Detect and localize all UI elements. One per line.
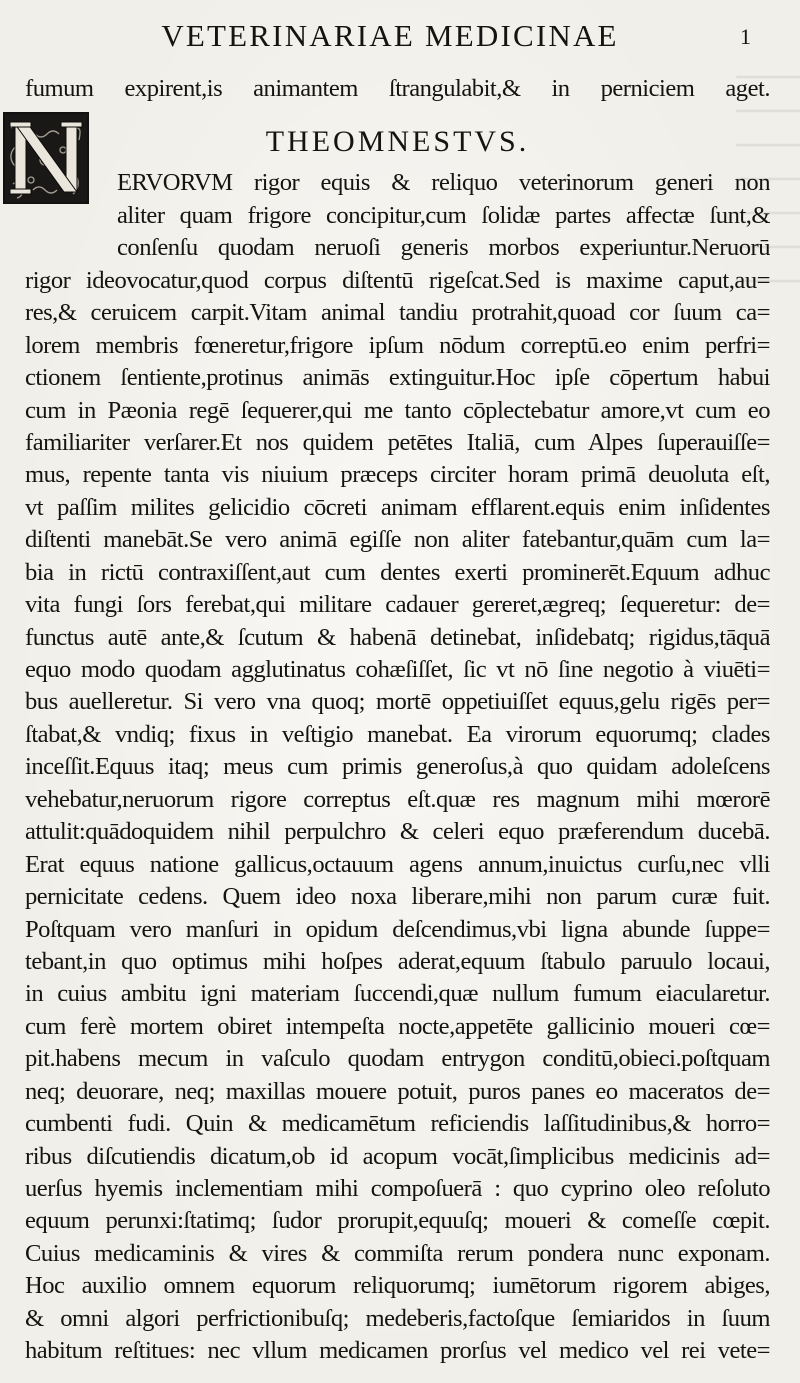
running-head-text: VETERINARIAE MEDICINAE bbox=[161, 18, 619, 53]
text-line: aliter quam frigore concipitur,cum ſolidæ partes affectæ ſunt,& bbox=[117, 201, 770, 229]
text-line: Poſtquam vero manſuri in opidum deſcendimus,vbi ligna abunde ſuppe= bbox=[25, 915, 770, 943]
text-line: functus autē ante,& ſcutum & habenā detinebat, inſidebatq; rigidus,tāquā bbox=[25, 623, 770, 651]
text-line: conſenſu quodam neruoſi generis morbos experiuntur.Neruorū bbox=[117, 234, 770, 262]
text-line: lorem membris fœneretur,frigore ipſum nōdum correptū.eo enim perfri= bbox=[25, 331, 770, 359]
text-line: Hoc auxilio omnem equorum reliquorumq; iumētorum rigorem abiges, bbox=[25, 1272, 770, 1300]
text-line: attulit:quādoquidem nihil perpulchro & celeri equo præferendum ducebā. bbox=[25, 818, 770, 846]
body-text bbox=[25, 73, 770, 1368]
text-line: vita fungi ſors ferebat,qui militare cadauer gereret,ægreq; ſequeretur: de= bbox=[25, 591, 770, 619]
text-line: neq; deuorare, neq; maxillas mouere potuit, puros panes eo maceratos de= bbox=[25, 1077, 770, 1105]
text-line: uerſus hyemis inclementiam mihi compoſuerā : quo cyprino oleo reſoluto bbox=[25, 1175, 770, 1202]
text-line: rigor ideovocatur,quod corpus diſtentū rigeſcat.Sed is maxime caput,au= bbox=[25, 266, 770, 294]
text-line: ſtabat,& vndiq; fixus in veſtigio manebat. Ea virorum equorumq; clades bbox=[25, 720, 770, 748]
text-line: familiariter verſarer.Et nos quidem petētes Italiā, cum Alpes ſuperauiſſe= bbox=[25, 428, 770, 456]
page-number: 1 bbox=[740, 24, 752, 49]
text-line: mus, repente tanta vis niuium præceps circiter horam primā deuoluta eſt, bbox=[25, 461, 770, 489]
text-line: & omni algori perfrictionibuſq; medeberis,factoſque ſemiaridos in ſuum bbox=[25, 1304, 770, 1332]
text-line: cum in Pæonia regē ſequerer,qui me tanto cōplectebatur amore,vt cum eo bbox=[25, 396, 770, 424]
text-line: bus auelleretur. Si vero vna quoq; mortē oppetiuiſſet equus,gelu rigēs per= bbox=[25, 688, 770, 716]
text-line: ribus diſcutiendis dicatum,ob id acopum vocāt,ſimplicibus medicinis ad= bbox=[25, 1142, 770, 1170]
text-line: Cuius medicaminis & vires & commiſta rerum pondera nunc exponam. bbox=[25, 1239, 770, 1267]
running-head bbox=[0, 18, 800, 54]
text-line: pit.habens mecum in vaſculo quodam entrygon conditū,obieci.poſtquam bbox=[25, 1045, 770, 1073]
text-line: habitum reſtitues: nec vllum medicamen prorſus vel medico vel rei vete= bbox=[25, 1337, 770, 1365]
text-line: diſtenti manebāt.Se vero animā egiſſe non aliter fatebantur,quām cum la= bbox=[25, 526, 770, 554]
text-line: res,& ceruicem carpit.Vitam animal tandiu protrahit,quoad cor ſuum ca= bbox=[25, 299, 770, 327]
text-line: vt paſſim milites gelicidio cōcreti animam efflarent.equis enim inſidentes bbox=[25, 493, 770, 521]
text-line: cum ferè mortem obiret intempeſta nocte,appetēte gallicinio moueri cœ= bbox=[25, 1012, 770, 1040]
text-line: cumbenti fudi. Quin & medicamētum reficiendis laſſitudinibus,& horro= bbox=[25, 1110, 770, 1138]
text-line: ERVORVM rigor equis & reliquo veterinorum generi non bbox=[117, 169, 770, 197]
text-line: ctionem ſentiente,protinus animās extinguitur.Hoc ipſe cōpertum habui bbox=[25, 364, 770, 392]
text-line: Erat equus natione gallicus,octauum agens annum,inuictus curſu,nec vlli bbox=[25, 850, 770, 878]
text-line: pernicitate cedens. Quem ideo noxa liberare,mihi non parum curæ fuit. bbox=[25, 883, 770, 911]
text-line: inceſſit.Equus itaq; meus cum primis generoſus,à quo quidam adoleſcens bbox=[25, 753, 770, 781]
text-line: vehebatur,neruorum rigore correptus eſt.quæ res magnum mihi mœrorē bbox=[25, 785, 770, 813]
first-line: fumum expirent,is animantem ſtrangulabit,& in perniciem aget. bbox=[25, 75, 770, 102]
text-line: in cuius ambitu igni materiam ſuccendi,quæ nullum fumum eiacularetur. bbox=[25, 980, 770, 1008]
paragraph bbox=[25, 167, 770, 1367]
text-line: equo modo quodam agglutinatus cohæſiſſet, ſic vt nō ſine negotio à viuēti= bbox=[25, 656, 770, 683]
section-heading: THEOMNESTVS. bbox=[265, 125, 530, 159]
text-line: equum perunxi:ſtatimq; ſudor prorupit,equuſq; moueri & comeſſe cœpit. bbox=[25, 1207, 770, 1235]
text-line: bia in rictū contraxiſſent,aut cum dentes exerti prominerēt.Equum adhuc bbox=[25, 558, 770, 586]
text-line: tebant,in quo optimus mihi hoſpes aderat,equum ſtabulo paruulo locaui, bbox=[25, 947, 770, 975]
